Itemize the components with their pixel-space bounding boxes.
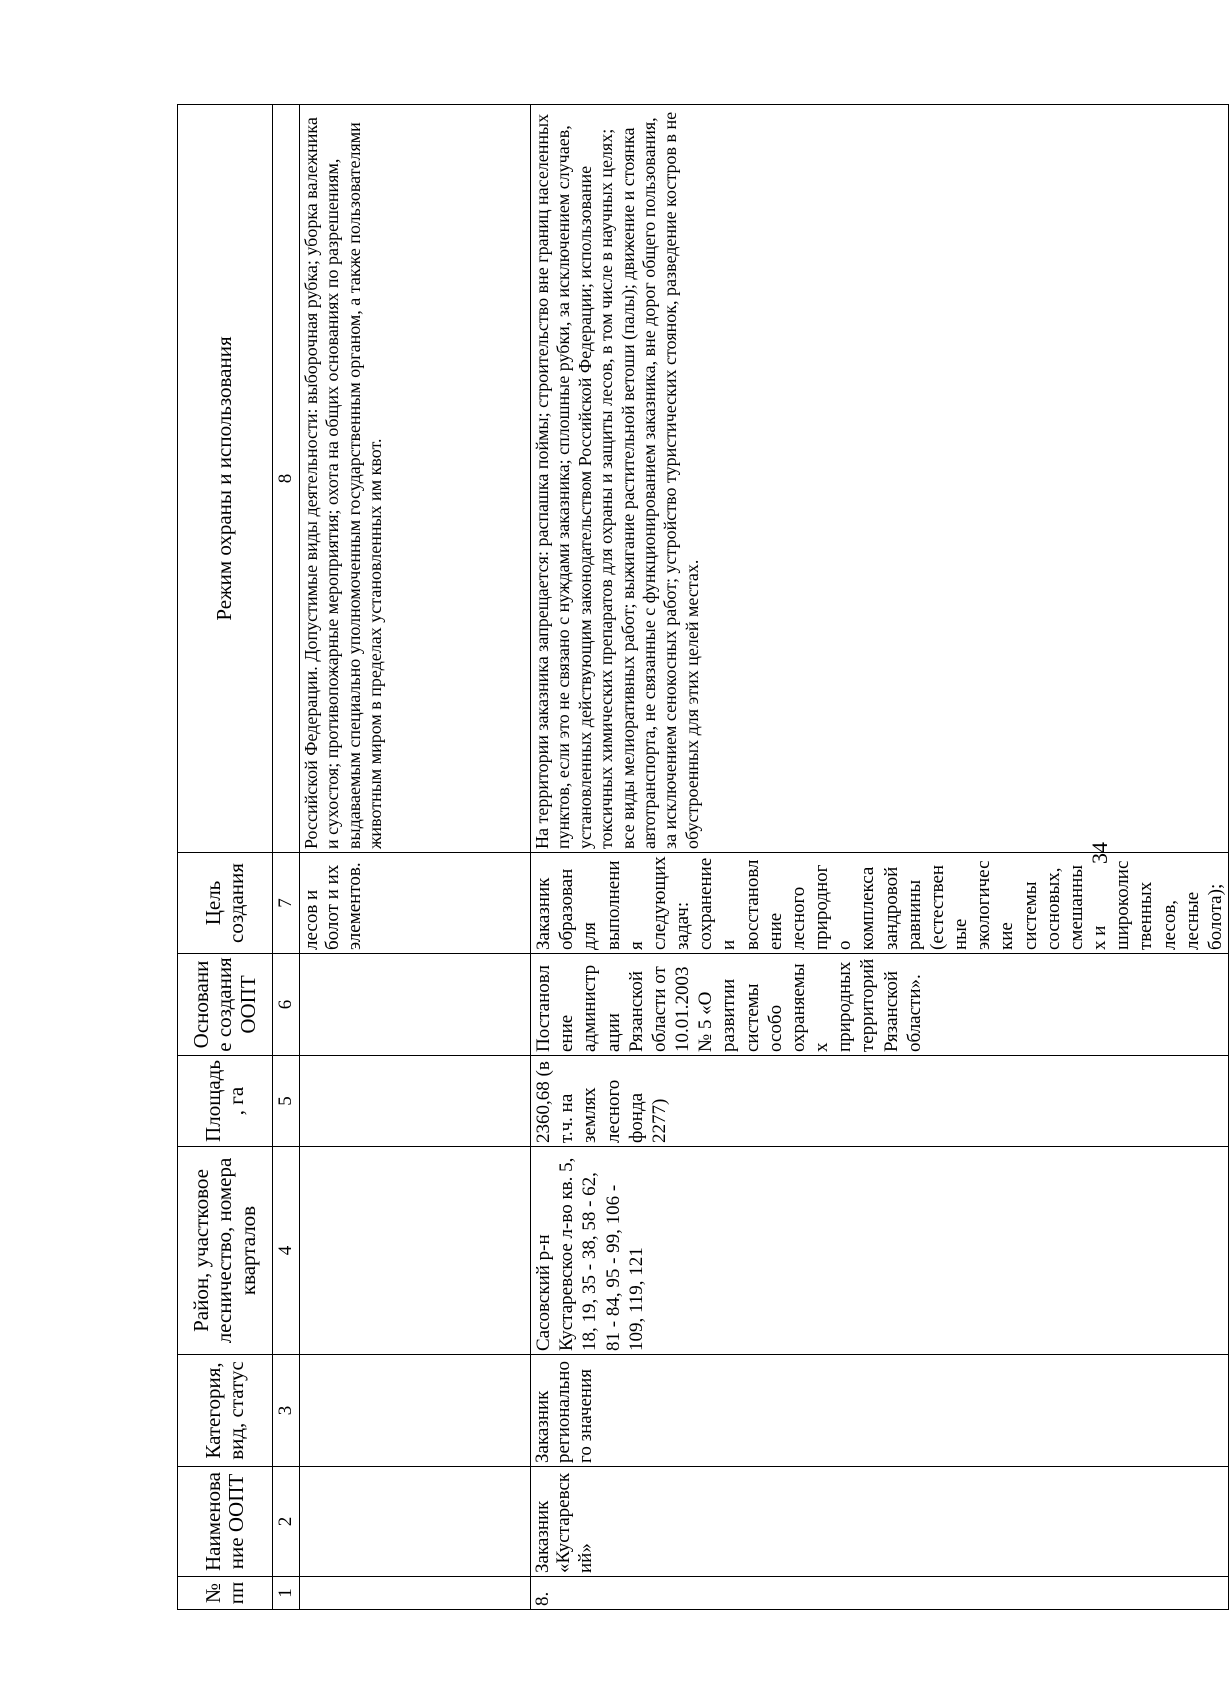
empty-cell xyxy=(300,1467,531,1577)
table-row xyxy=(531,105,1229,1610)
column-number-row xyxy=(273,105,300,1610)
empty-cell xyxy=(300,1355,531,1467)
column-number: 1 xyxy=(273,1577,300,1610)
empty-cell xyxy=(300,1147,531,1355)
column-number: 8 xyxy=(273,105,300,853)
header-row xyxy=(178,105,273,1610)
header-cell: Наименование ООПТ xyxy=(178,1467,273,1577)
continuation-row xyxy=(300,105,531,1610)
category-cell: Заказник регионального значения xyxy=(531,1355,1229,1467)
regime-cell: Российской Федерации. Допустимые виды деятельности: выборочная рубка; уборка валежника и сухостоя; противопожарные мероприятия; охота на общих основаниях по разрешениям, выдаваемым специально уполномоченным государственным органом, а также пользователями животным миром в пределах установленных им квот. xyxy=(300,105,531,853)
column-number: 6 xyxy=(273,954,300,1056)
column-number: 3 xyxy=(273,1355,300,1467)
rotated-table-container xyxy=(177,105,1226,1610)
column-number: 4 xyxy=(273,1147,300,1355)
header-cell: Площадь , га xyxy=(178,1056,273,1147)
column-number: 7 xyxy=(273,853,300,954)
basis-cell: Постановление администрации Рязанской области от 10.01.2003 № 5 «О развитии системы особо охраняемых природных территорий Рязанской области». xyxy=(531,954,1229,1056)
empty-cell xyxy=(300,954,531,1056)
protected-areas-table xyxy=(177,104,1229,1610)
header-cell: Основание создания ООПТ xyxy=(178,954,273,1056)
regime-cell: На территории заказника запрещается: распашка поймы; строительство вне границ населенных пунктов, если это не связано с нуждами заказника; сплошные рубки, за исключением случаев, установленных действующим законодательством Российской Федерации; использование токсичных химических препаратов для охраны и защиты лесов, в том числе в научных целях; все виды мелиоративных работ; выжигание растительной ветоши (палы); движение и стоянка автотранспорта, не связанные с функционированием заказника, вне дорог общего пользования, за исключением сенокосных работ; устройство туристических стоянок, разведение костров в не обустроенных для этих целей местах. xyxy=(531,105,1229,853)
area-name: Заказник «Кустаревский» xyxy=(531,1467,1229,1577)
header-cell: Режим охраны и использования xyxy=(178,105,273,853)
header-cell: Цель создания xyxy=(178,853,273,954)
area-size-cell: 2360,68 (в т.ч. на землях лесного фонда 2277) xyxy=(531,1056,1229,1147)
page-number: 34 xyxy=(1087,842,1112,864)
goal-cell: лесов и болот и их элементов. xyxy=(300,853,531,954)
empty-cell xyxy=(300,1577,531,1610)
column-number: 2 xyxy=(273,1467,300,1577)
header-cell: Район, участковое лесничество, номера кварталов xyxy=(178,1147,273,1355)
district-cell: Сасовский р-н Кустаревское л-во кв. 5, 18, 19, 35 - 38, 58 - 62, 81 - 84, 95 - 99, 106 - 109, 119, 121 xyxy=(531,1147,1229,1355)
row-number: 8. xyxy=(531,1577,1229,1610)
empty-cell xyxy=(300,1056,531,1147)
goal-cell: Заказник образован для выполнения следующих задач: сохранение и восстановление лесного природного комплекса зандровой равнины (естественные экологические системы сосновых, смешанных и широколиственных лесов, лесные болота); xyxy=(531,853,1229,954)
column-number: 5 xyxy=(273,1056,300,1147)
header-cell: Категория, вид, статус xyxy=(178,1355,273,1467)
header-cell: № пп xyxy=(178,1577,273,1610)
